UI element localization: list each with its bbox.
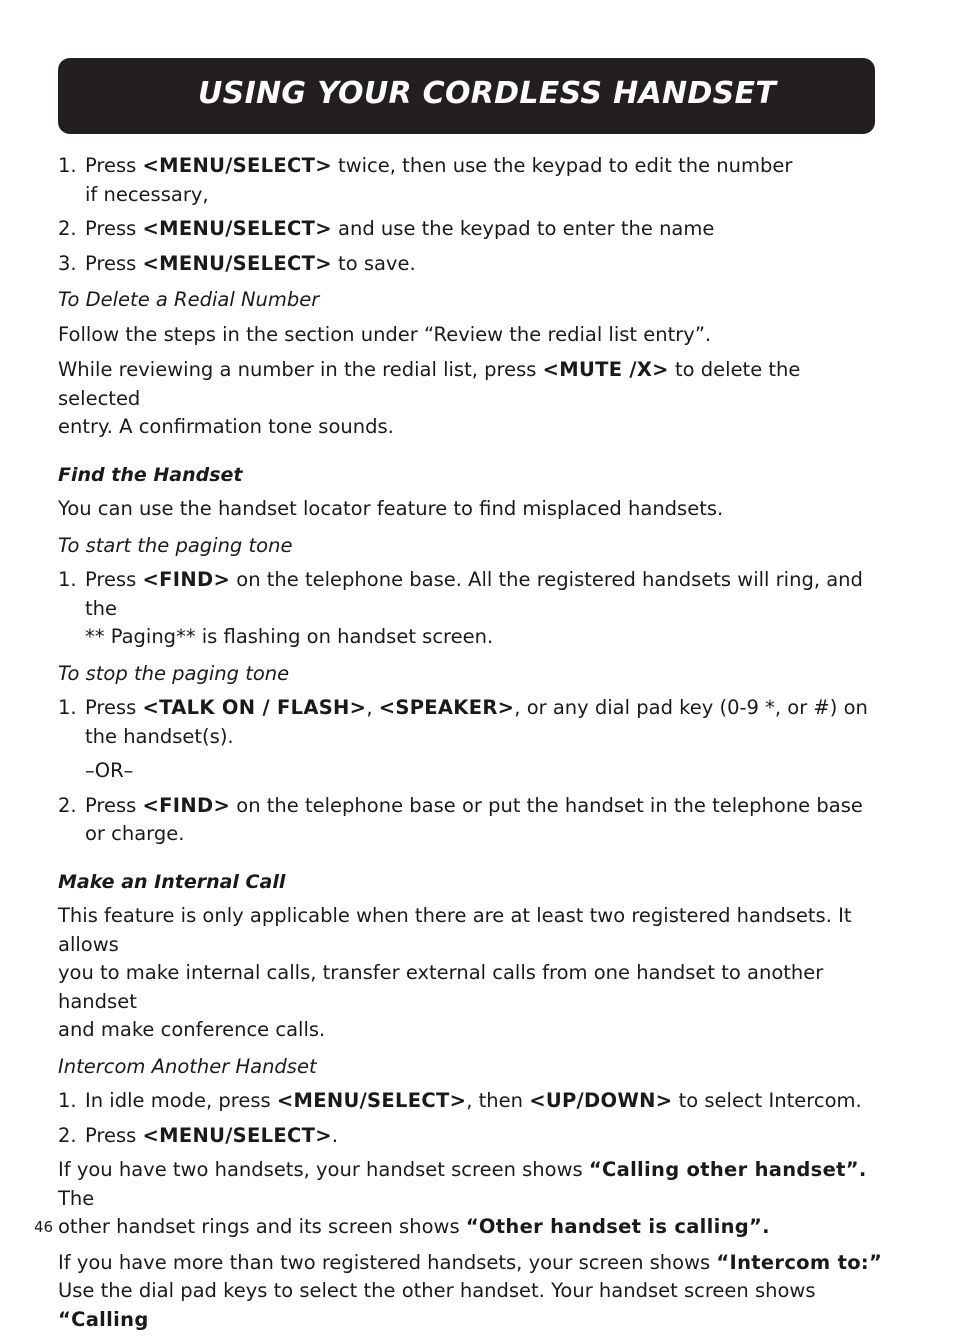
list-item	[58, 1122, 888, 1151]
paragraph: If you have two handsets, your handset screen shows “Calling other handset”. The other handset rings and its screen shows “Other handset is calling”.	[58, 1158, 867, 1238]
list-item	[58, 215, 888, 244]
or-separator: –OR–	[85, 759, 134, 782]
list-item	[58, 1087, 888, 1116]
list-item	[58, 694, 888, 751]
list-text: Press <TALK ON / FLASH>, <SPEAKER>, or any dial pad key (0-9 *, or #) on the handset(s).	[85, 696, 868, 748]
list-item	[58, 792, 888, 849]
list-number: 2.	[58, 1123, 77, 1147]
paragraph: While reviewing a number in the redial list, press <MUTE /X> to delete the selected entry. A confirmation tone sounds.	[58, 358, 801, 438]
list-number: 1.	[58, 154, 77, 177]
heading-internal-call: Make an Internal Call	[58, 870, 286, 893]
list-item	[58, 152, 888, 209]
list-text: Press <MENU/SELECT> to save.	[85, 251, 416, 275]
section-header-bar	[58, 58, 875, 134]
paragraph: You can use the handset locator feature to find misplaced handsets.	[58, 497, 724, 520]
list-text: Press <MENU/SELECT> and use the keypad to enter the name	[85, 217, 715, 240]
list-text: Press <FIND> on the telephone base. All the registered handsets will ring, and the ** Paging** is flashing on handset screen.	[85, 568, 863, 648]
list-text: Press <FIND> on the telephone base or put the handset in the telephone base or charge.	[85, 793, 863, 845]
list-item	[58, 250, 888, 279]
subheading-start-paging: To start the paging tone	[58, 533, 293, 557]
page-content	[58, 152, 888, 1341]
list-text: Press <MENU/SELECT> twice, then use the keypad to edit the number if necessary,	[85, 154, 793, 206]
page-number: 46	[34, 1218, 54, 1236]
subheading-stop-paging: To stop the paging tone	[58, 661, 290, 685]
paragraph: This feature is only applicable when there are at least two registered handsets. It allows you to make internal calls, transfer external calls from one handset to another handset and make conference calls.	[58, 904, 852, 1041]
list-number: 2.	[58, 217, 77, 240]
list-number: 2.	[58, 793, 77, 817]
heading-find-handset: Find the Handset	[58, 463, 243, 486]
list-number: 3.	[58, 251, 77, 275]
list-text: In idle mode, press <MENU/SELECT>, then <UP/DOWN> to select Intercom.	[85, 1089, 862, 1112]
list-item	[58, 566, 888, 652]
list-number: 1.	[58, 696, 77, 719]
list-number: 1.	[58, 1089, 77, 1112]
paragraph: Follow the steps in the section under “Review the redial list entry”.	[58, 322, 712, 346]
subheading-intercom: Intercom Another Handset	[58, 1054, 317, 1078]
paragraph: If you have more than two registered handsets, your screen shows “Intercom to:” Use the dial pad keys to select the other handset. Your handset screen shows “Calling	[58, 1250, 883, 1331]
subheading-delete-redial: To Delete a Redial Number	[58, 288, 320, 311]
section-title: USING YOUR CORDLESS HANDSET	[198, 76, 777, 111]
list-number: 1.	[58, 568, 77, 591]
list-text: Press <MENU/SELECT>.	[85, 1123, 339, 1147]
